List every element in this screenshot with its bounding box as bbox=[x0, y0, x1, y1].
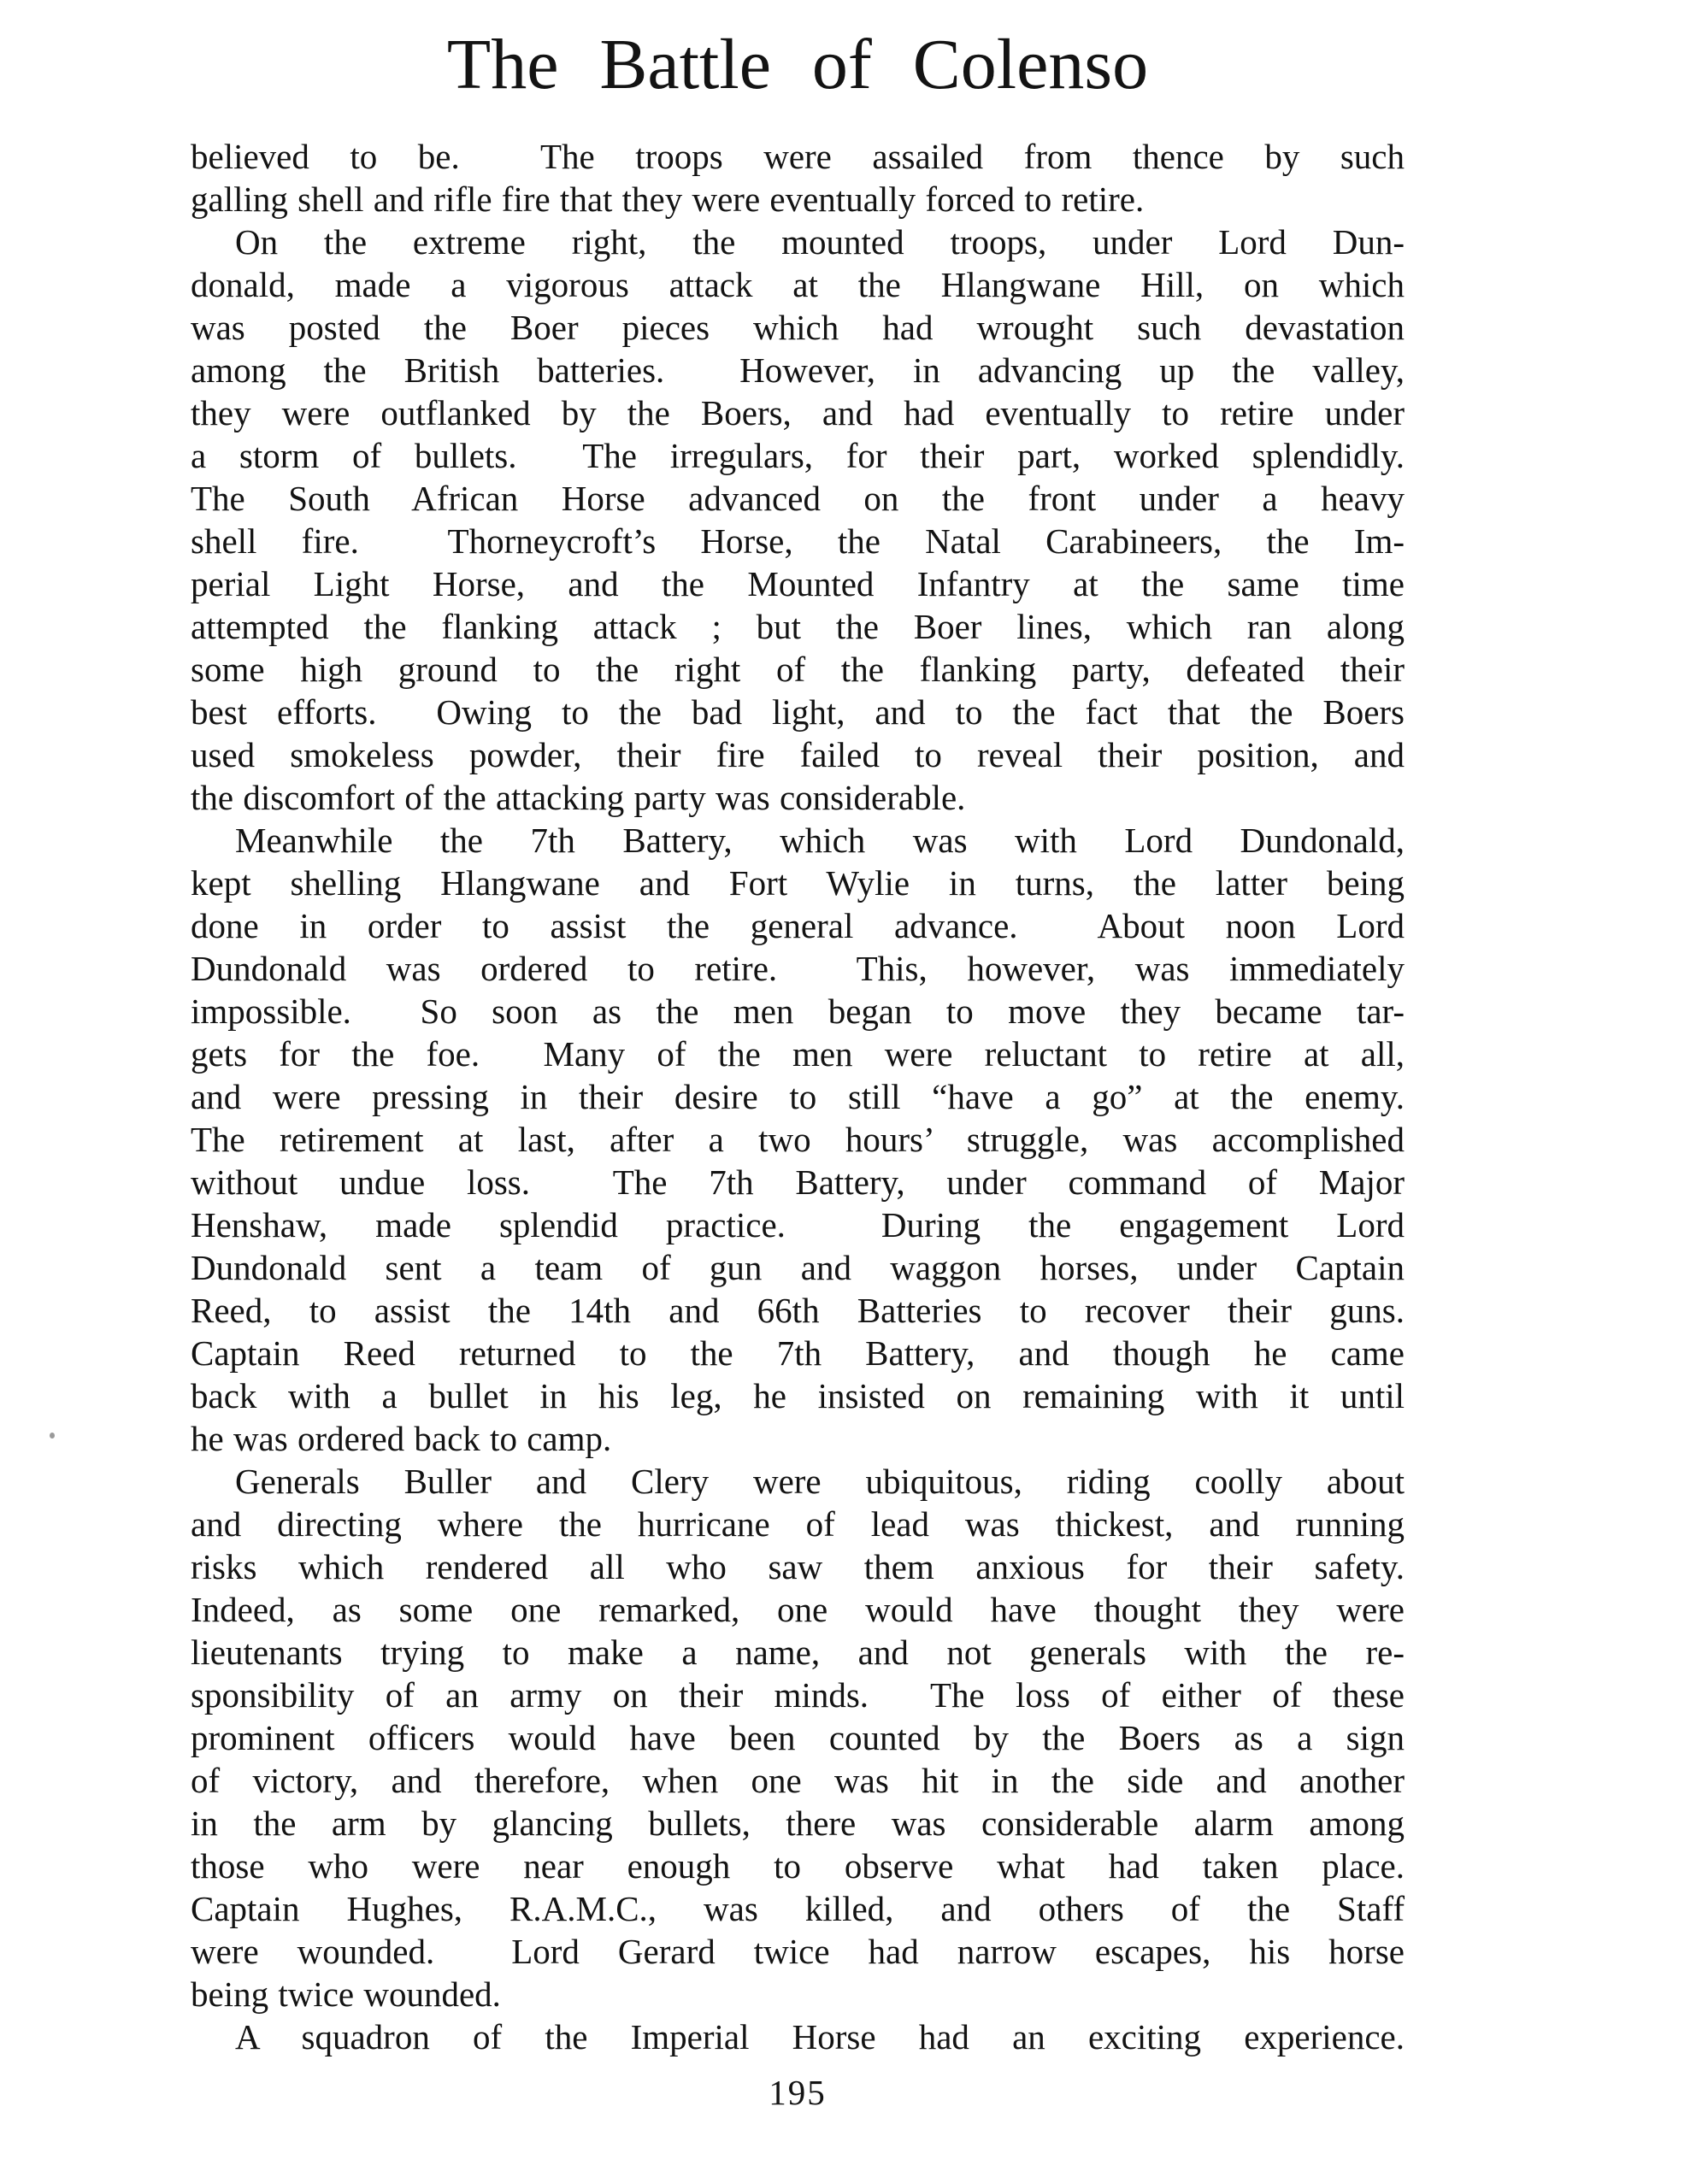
text-line: those who were near enough to observe what had taken place. bbox=[191, 1846, 1405, 1886]
text-line: some high ground to the right of the flanking party, defeated their bbox=[191, 650, 1405, 689]
text-line: were wounded. Lord Gerard twice had narrow escapes, his horse bbox=[191, 1932, 1405, 1971]
text-line: without undue loss. The 7th Battery, under command of Major bbox=[191, 1162, 1405, 1202]
text-line: done in order to assist the general advance. About noon Lord bbox=[191, 906, 1405, 945]
text-line: he was ordered back to camp. bbox=[191, 1419, 612, 1458]
text-line: prominent officers would have been counted by the Boers as a sign bbox=[191, 1718, 1405, 1757]
text-line: believed to be. The troops were assailed from thence by such bbox=[191, 137, 1405, 176]
text-line: best efforts. Owing to the bad light, and to the fact that the Boers bbox=[191, 692, 1405, 732]
text-line: sponsibility of an army on their minds. The loss of either of these bbox=[191, 1675, 1405, 1715]
text-line: and directing where the hurricane of lead was thickest, and running bbox=[191, 1504, 1405, 1544]
text-line: among the British batteries. However, in advancing up the valley, bbox=[191, 350, 1405, 390]
text-line: a storm of bullets. The irregulars, for their part, worked splendidly. bbox=[191, 436, 1405, 475]
text-line: kept shelling Hlangwane and Fort Wylie in turns, the latter being bbox=[191, 863, 1405, 903]
text-line: Henshaw, made splendid practice. During the engagement Lord bbox=[191, 1205, 1405, 1244]
text-line: Captain Hughes, R.A.M.C., was killed, and others of the Staff bbox=[191, 1889, 1405, 1928]
text-line: Meanwhile the 7th Battery, which was with Lord Dundonald, bbox=[235, 821, 1405, 860]
scan-artifact-dot bbox=[50, 1433, 55, 1439]
text-line: in the arm by glancing bullets, there was considerable alarm among bbox=[191, 1803, 1405, 1843]
text-line: attempted the flanking attack ; but the Boer lines, which ran along bbox=[191, 607, 1405, 646]
text-line: galling shell and rifle fire that they were eventually forced to retire. bbox=[191, 179, 1145, 219]
text-line: The retirement at last, after a two hours’ struggle, was accomplished bbox=[191, 1120, 1405, 1159]
text-line: used smokeless powder, their fire failed to reveal their position, and bbox=[191, 735, 1405, 774]
text-line: back with a bullet in his leg, he insisted on remaining with it until bbox=[191, 1376, 1405, 1415]
text-line: The South African Horse advanced on the front under a heavy bbox=[191, 479, 1405, 518]
text-line: impossible. So soon as the men began to move they became tar- bbox=[191, 991, 1405, 1031]
text-line: Generals Buller and Clery were ubiquitous, riding coolly about bbox=[235, 1462, 1405, 1501]
page-title: The Battle of Colenso bbox=[446, 25, 1149, 104]
text-line: gets for the foe. Many of the men were reluctant to retire at all, bbox=[191, 1034, 1405, 1074]
text-line: shell fire. Thorneycroft’s Horse, the Natal Carabineers, the Im- bbox=[191, 521, 1405, 561]
text-line: lieutenants trying to make a name, and not generals with the re- bbox=[191, 1633, 1405, 1672]
text-line: risks which rendered all who saw them anxious for their safety. bbox=[191, 1547, 1405, 1586]
text-line: was posted the Boer pieces which had wrought such devastation bbox=[191, 308, 1405, 347]
body-text bbox=[191, 135, 1405, 2058]
text-line: A squadron of the Imperial Horse had an exciting experience. bbox=[235, 2017, 1405, 2056]
text-line: being twice wounded. bbox=[191, 1974, 501, 2014]
text-line: Indeed, as some one remarked, one would have thought they were bbox=[191, 1590, 1405, 1629]
text-line: of victory, and therefore, when one was hit in the side and another bbox=[191, 1761, 1405, 1800]
text-line: On the extreme right, the mounted troops, under Lord Dun- bbox=[235, 222, 1405, 262]
text-line: Captain Reed returned to the 7th Battery, and though he came bbox=[191, 1333, 1405, 1373]
text-line: the discomfort of the attacking party was considerable. bbox=[191, 778, 966, 817]
text-line: Dundonald sent a team of gun and waggon horses, under Captain bbox=[191, 1248, 1405, 1287]
page-number: 195 bbox=[769, 2073, 827, 2112]
text-line: they were outflanked by the Boers, and had eventually to retire under bbox=[191, 393, 1405, 432]
text-line: Dundonald was ordered to retire. This, however, was immediately bbox=[191, 949, 1405, 988]
text-line: Reed, to assist the 14th and 66th Batteries to recover their guns. bbox=[191, 1291, 1405, 1330]
text-line: donald, made a vigorous attack at the Hlangwane Hill, on which bbox=[191, 265, 1405, 304]
text-line: perial Light Horse, and the Mounted Infantry at the same time bbox=[191, 564, 1405, 603]
text-line: and were pressing in their desire to still “have a go” at the enemy. bbox=[191, 1077, 1405, 1116]
